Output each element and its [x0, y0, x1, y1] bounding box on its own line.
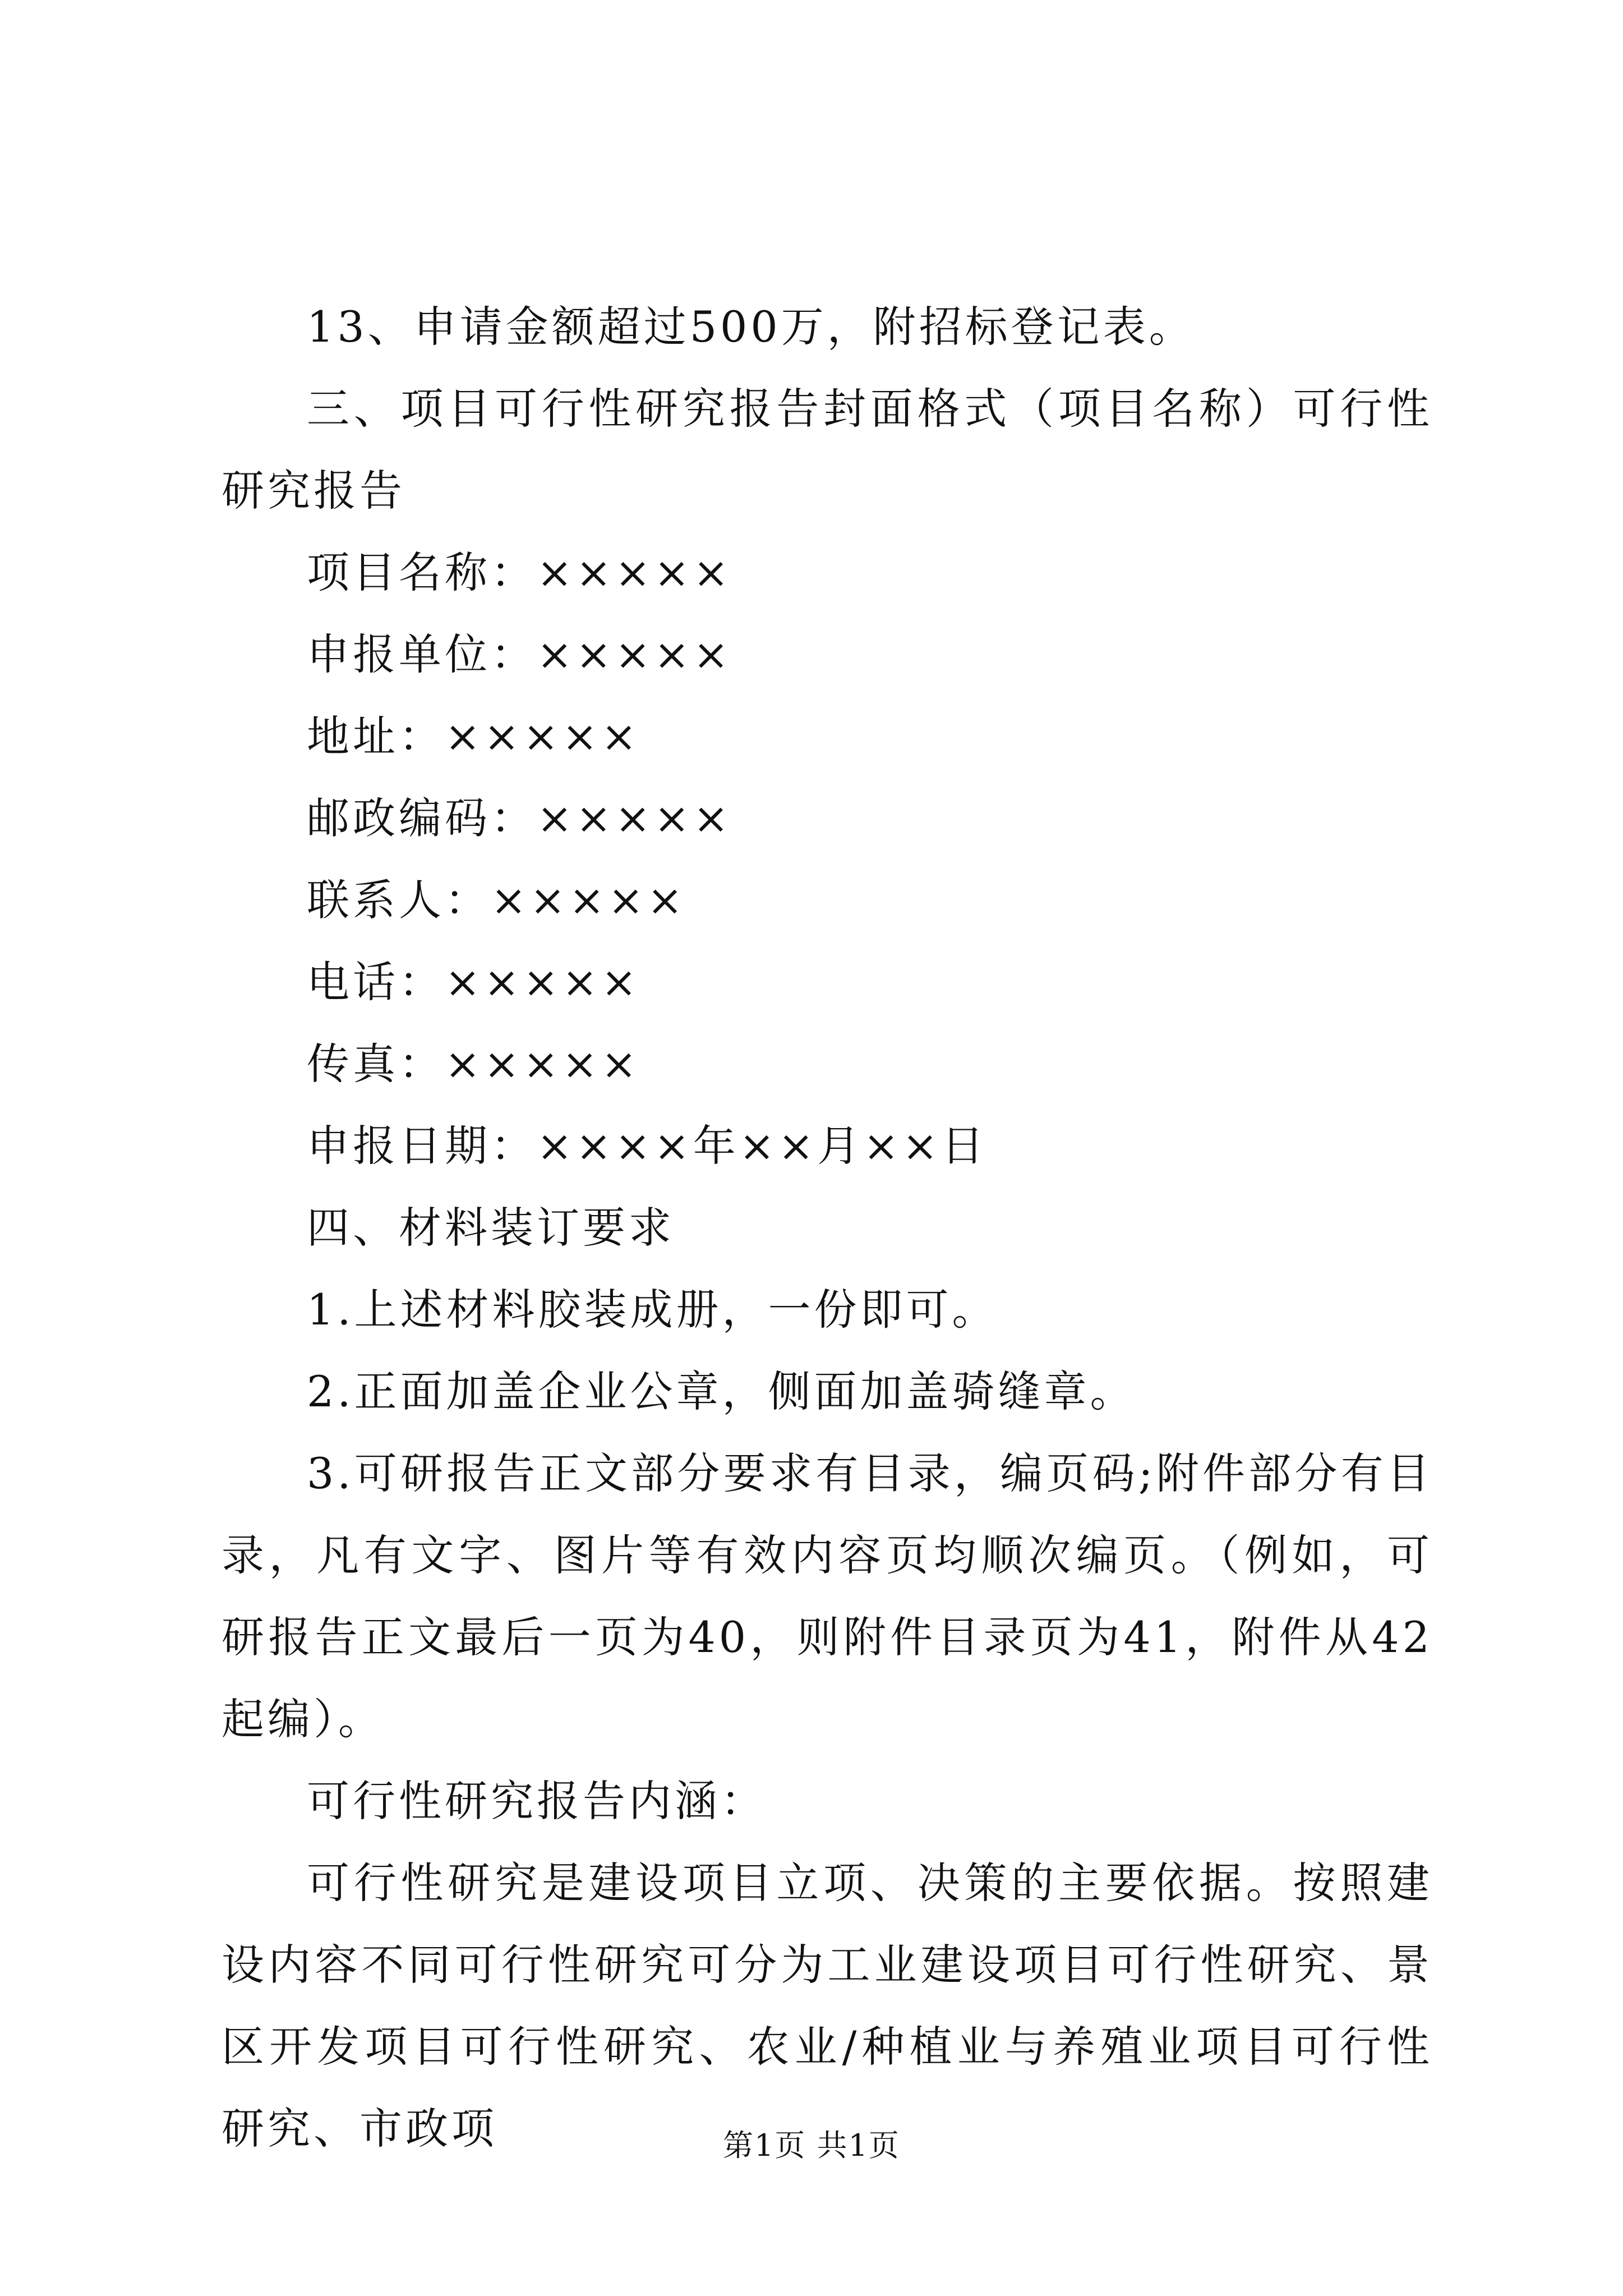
field-applicant-unit: 申报单位：×××××	[307, 629, 732, 679]
binding-rule-3: 3.可研报告正文部分要求有目录，编页码;附件部分有目录，凡有文字、图片等有效内容页均顺次编页。（例如，可研报告正文最后一页为40，则附件目录页为41，附件从42起编）。	[222, 1448, 1433, 1744]
section-heading-cover-format: 三、项目可行性研究报告封面格式（项目名称）可行性研究报告	[222, 384, 1433, 516]
field-postal-code: 邮政编码：×××××	[307, 793, 732, 843]
field-address: 地址：×××××	[307, 711, 640, 761]
paragraph-connotation: 可行性研究是建设项目立项、决策的主要依据。按照建设内容不同可行性研究可分为工业建设项目可行性研究、景区开发项目可行性研究、农业/种植业与养殖业项目可行性研究、市政项	[222, 1858, 1433, 2154]
paragraph-item-13: 13、申请金额超过500万，附招标登记表。	[307, 302, 1195, 352]
field-contact-person: 联系人：×××××	[307, 875, 686, 925]
field-project-name: 项目名称：×××××	[307, 547, 732, 597]
binding-rule-2: 2.正面加盖企业公章，侧面加盖骑缝章。	[307, 1366, 1136, 1416]
document-body	[222, 286, 1433, 2170]
section-heading-connotation: 可行性研究报告内涵：	[307, 1776, 767, 1826]
binding-rule-1: 1.上述材料胶装成册，一份即可。	[307, 1285, 998, 1335]
page-footer: 第1页 共1页	[723, 2128, 900, 2163]
section-heading-binding: 四、材料装订要求	[307, 1203, 675, 1253]
field-phone: 电话：×××××	[307, 957, 640, 1007]
field-application-date: 申报日期：××××年××月××日	[307, 1121, 988, 1171]
field-fax: 传真：×××××	[307, 1039, 640, 1089]
